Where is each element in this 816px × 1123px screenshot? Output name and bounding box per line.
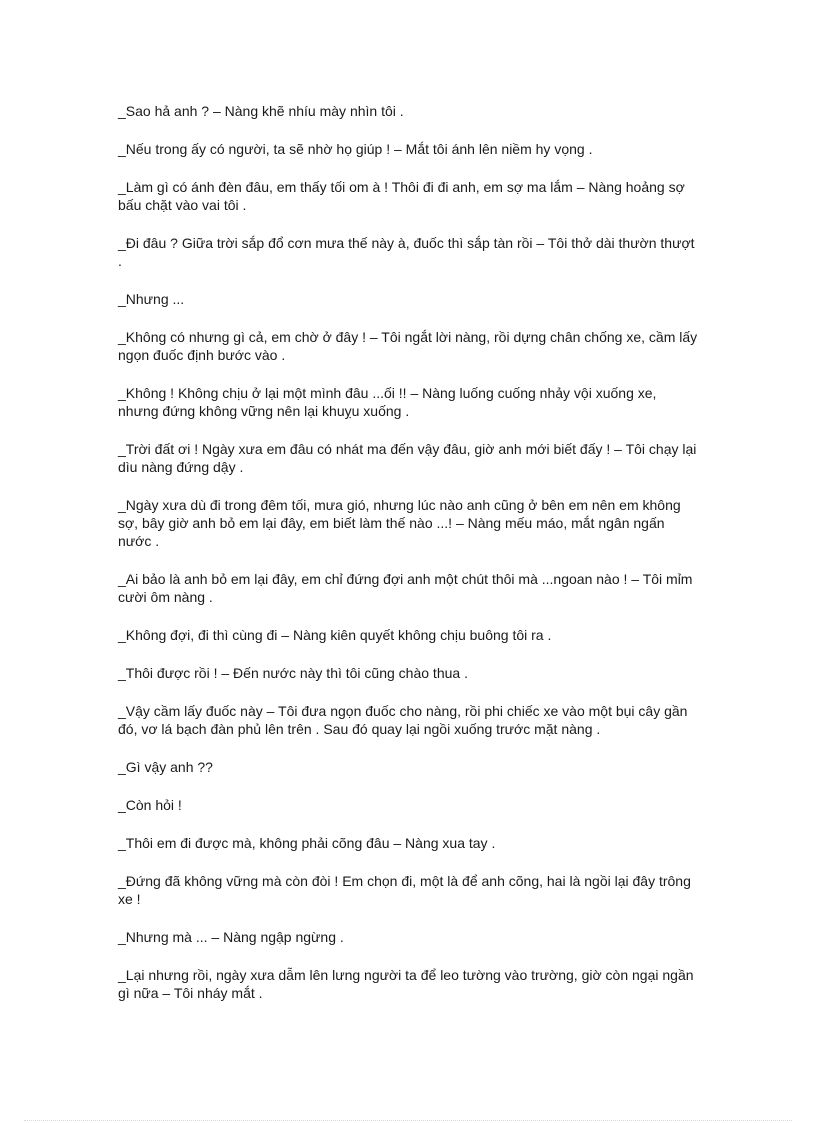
paragraph: _Đi đâu ? Giữa trời sắp đổ cơn mưa thế này à, đuốc thì sắp tàn rồi – Tôi thở dài thườn thượt . <box>118 235 695 269</box>
paragraph: _Sao hả anh ? – Nàng khẽ nhíu mày nhìn tôi . <box>118 103 404 119</box>
paragraph: _Đứng đã không vững mà còn đòi ! Em chọn đi, một là để anh cõng, hai là ngồi lại đây trông xe ! <box>118 873 691 907</box>
paragraph: _Không có nhưng gì cả, em chờ ở đây ! – Tôi ngắt lời nàng, rồi dựng chân chống xe, cầm lấy ngọn đuốc định bước vào . <box>118 329 698 363</box>
paragraph: _Nhưng mà ... – Nàng ngập ngừng . <box>118 929 344 945</box>
paragraph: _Nếu trong ấy có người, ta sẽ nhờ họ giúp ! – Mắt tôi ánh lên niềm hy vọng . <box>118 141 593 157</box>
paragraph: _Gì vậy anh ?? <box>118 759 213 775</box>
paragraph: _Không đợi, đi thì cùng đi – Nàng kiên quyết không chịu buông tôi ra . <box>118 627 552 643</box>
paragraph: _Vậy cầm lấy đuốc này – Tôi đưa ngọn đuốc cho nàng, rồi phi chiếc xe vào một bụi cây gần đó, vơ lá bạch đàn phủ lên trên . Sau đó quay lại ngồi xuống trước mặt nàng . <box>118 703 688 737</box>
paragraph: _Lại nhưng rồi, ngày xưa dẫm lên lưng người ta để leo tường vào trường, giờ còn ngại ngần gì nữa – Tôi nháy mắt . <box>118 967 694 1001</box>
paragraph: _Ai bảo là anh bỏ em lại đây, em chỉ đứng đợi anh một chút thôi mà ...ngoan nào ! – Tôi mỉm cười ôm nàng . <box>118 571 693 605</box>
paragraph: _Làm gì có ánh đèn đâu, em thấy tối om à ! Thôi đi đi anh, em sợ ma lắm – Nàng hoảng sợ bấu chặt vào vai tôi . <box>118 179 685 213</box>
paragraph: _Còn hỏi ! <box>118 797 182 813</box>
paragraph: _Trời đất ơi ! Ngày xưa em đâu có nhát ma đến vậy đâu, giờ anh mới biết đấy ! – Tôi chạy lại dìu nàng đứng dậy . <box>118 441 697 475</box>
paragraph: _Nhưng ... <box>118 291 185 307</box>
paragraph: _Không ! Không chịu ở lại một mình đâu ...ối !! – Nàng luống cuống nhảy vội xuống xe, nhưng đứng không vững nên lại khuỵu xuống . <box>118 385 657 419</box>
page-bottom-divider <box>24 1120 792 1121</box>
document-body <box>118 102 698 1022</box>
paragraph: _Thôi em đi được mà, không phải cõng đâu – Nàng xua tay . <box>118 835 496 851</box>
paragraph: _Thôi được rồi ! – Đến nước này thì tôi cũng chào thua . <box>118 665 468 681</box>
paragraph: _Ngày xưa dù đi trong đêm tối, mưa gió, nhưng lúc nào anh cũng ở bên em nên em không sợ, bây giờ anh bỏ em lại đây, em biết làm thế nào ...! – Nàng mếu máo, mắt ngân ngấn nước . <box>118 497 681 549</box>
